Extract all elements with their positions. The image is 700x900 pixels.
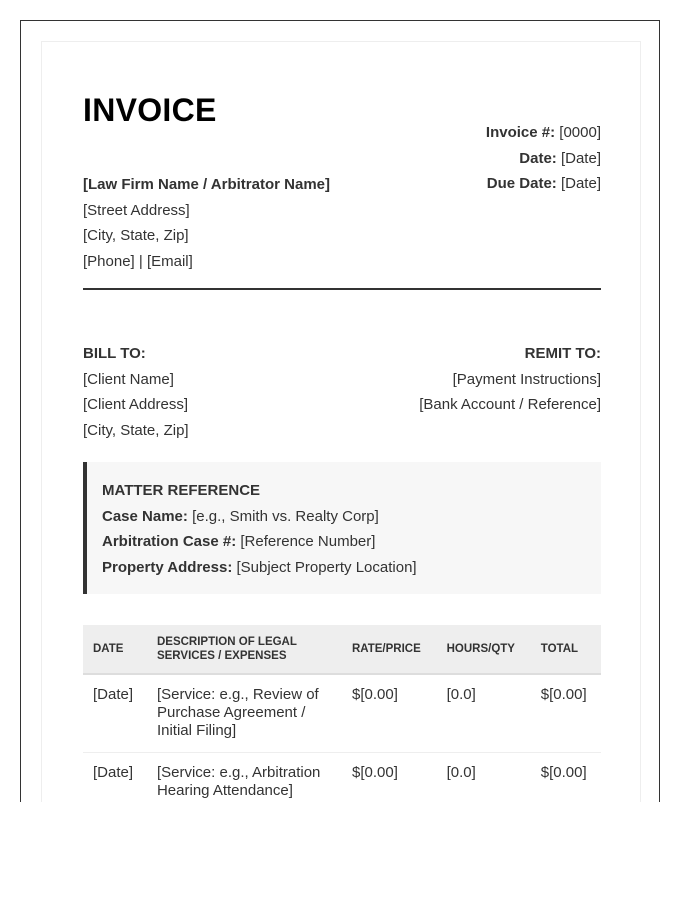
services-table-wrapper — [83, 625, 601, 802]
client-address: [Client Address] — [83, 396, 189, 414]
property-address-label: Property Address: — [102, 558, 233, 576]
invoice-page — [41, 41, 641, 802]
arbitration-case-value: [Reference Number] — [240, 533, 376, 551]
invoice-meta — [486, 120, 601, 197]
matter-reference-box — [83, 462, 601, 594]
invoice-number-value: [0000] — [559, 124, 601, 141]
arbitration-case-label: Arbitration Case #: — [102, 533, 237, 551]
invoice-title: INVOICE — [83, 92, 217, 128]
bill-to-block — [83, 341, 189, 443]
firm-name: [Law Firm Name / Arbitrator Name] — [83, 176, 330, 193]
arbitration-case-line — [102, 529, 601, 555]
invoice-date-line — [486, 146, 601, 172]
table-row — [83, 674, 601, 753]
table-header-row — [83, 625, 601, 674]
client-city: [City, State, Zip] — [83, 421, 189, 439]
header-description: DESCRIPTION OF LEGAL SERVICES / EXPENSES — [147, 625, 342, 674]
bank-account: [Bank Account / Reference] — [419, 396, 601, 414]
row-rate: $[0.00] — [342, 674, 437, 753]
firm-city: [City, State, Zip] — [83, 227, 189, 245]
remit-to-block — [419, 341, 601, 418]
invoice-due-line — [486, 171, 601, 197]
invoice-due-value: [Date] — [560, 175, 601, 193]
remit-to-heading: REMIT TO: — [524, 345, 601, 362]
firm-details — [83, 172, 330, 274]
invoice-content — [83, 42, 601, 799]
client-name: [Client Name] — [83, 370, 174, 388]
firm-contact: [Phone] | [Email] — [83, 252, 193, 270]
header-date: DATE — [83, 625, 147, 674]
row-rate: $[0.00] — [342, 753, 437, 803]
payment-instructions: [Payment Instructions] — [452, 370, 601, 388]
row-date: [Date] — [83, 753, 147, 803]
header-rate: RATE/PRICE — [342, 625, 437, 674]
services-table — [83, 625, 601, 802]
invoice-header — [83, 42, 601, 270]
invoice-number-line — [486, 120, 601, 146]
header-divider — [83, 288, 601, 290]
header-total: TOTAL — [531, 625, 601, 674]
document-frame[interactable] — [20, 20, 660, 802]
firm-street: [Street Address] — [83, 201, 190, 219]
invoice-number-label: Invoice #: — [485, 124, 556, 141]
row-total: $[0.00] — [531, 753, 601, 803]
property-address-line — [102, 555, 601, 581]
matter-heading: MATTER REFERENCE — [102, 482, 261, 499]
invoice-date-value: [Date] — [560, 149, 601, 167]
case-name-label: Case Name: — [102, 507, 188, 525]
property-address-value: [Subject Property Location] — [236, 558, 417, 576]
row-total: $[0.00] — [531, 674, 601, 753]
case-name-value: [e.g., Smith vs. Realty Corp] — [192, 507, 379, 525]
table-row — [83, 753, 601, 803]
row-description: [Service: e.g., Arbitration Hearing Attendance] — [147, 753, 342, 803]
invoice-due-label: Due Date: — [486, 175, 557, 193]
bill-to-heading: BILL TO: — [83, 345, 146, 362]
row-hours: [0.0] — [437, 753, 531, 803]
row-date: [Date] — [83, 674, 147, 753]
case-name-line — [102, 504, 601, 530]
header-hours: HOURS/QTY — [437, 625, 531, 674]
invoice-date-label: Date: — [519, 149, 557, 167]
row-description: [Service: e.g., Review of Purchase Agreement / Initial Filing] — [147, 674, 342, 753]
row-hours: [0.0] — [437, 674, 531, 753]
